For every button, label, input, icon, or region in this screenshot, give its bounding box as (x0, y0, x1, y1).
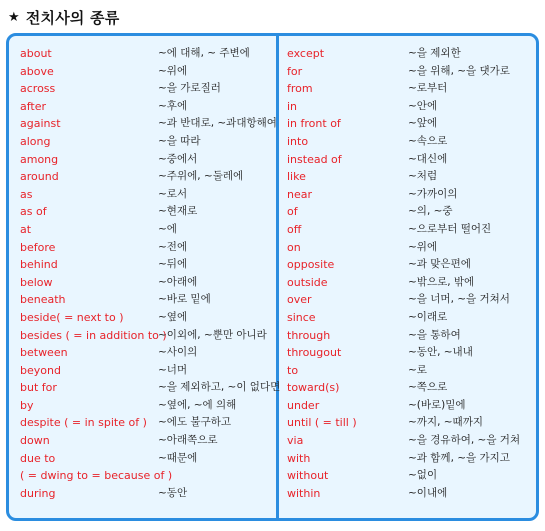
preposition-korean: ~으로부터 떨어진 (408, 222, 492, 235)
preposition-english: to (287, 363, 299, 377)
preposition-english: down (20, 434, 50, 448)
table-row (20, 450, 270, 468)
table-row (20, 432, 270, 450)
preposition-english: in front of (287, 117, 341, 131)
table-row (20, 239, 270, 257)
preposition-english: after (20, 99, 47, 113)
preposition-english: under (287, 398, 320, 412)
table-row (287, 309, 531, 327)
table-row (287, 432, 531, 450)
table-row (20, 467, 270, 485)
table-row (287, 256, 531, 274)
preposition-korean: ~로서 (158, 187, 188, 200)
preposition-english: near (287, 187, 313, 201)
preposition-korean: ~이내에 (408, 486, 448, 499)
preposition-english: via (287, 434, 304, 448)
preposition-korean: ~위에 (408, 240, 438, 253)
preposition-korean: ~주위에, ~둘레에 (158, 170, 244, 183)
table-row (20, 80, 270, 98)
table-row (287, 467, 531, 485)
table-row (287, 485, 531, 503)
table-row (287, 362, 531, 380)
preposition-korean: ~에도 불구하고 (158, 416, 231, 429)
table-row (20, 63, 270, 81)
preposition-english: beside( = next to ) (20, 310, 124, 324)
preposition-english: as (20, 187, 33, 201)
table-row (287, 63, 531, 81)
preposition-korean: ~앞에 (408, 117, 438, 130)
preposition-korean: ~없이 (408, 469, 438, 482)
preposition-english: despite ( = in spite of ) (20, 416, 147, 430)
preposition-english: ( = dwing to = because of ) (20, 469, 173, 483)
preposition-english: at (20, 222, 32, 236)
preposition-english: for (287, 64, 303, 78)
preposition-korean: ~을 너머, ~을 거쳐서 (408, 293, 510, 306)
preposition-korean: ~너머 (158, 363, 188, 376)
table-row (287, 397, 531, 415)
preposition-english: over (287, 293, 312, 307)
preposition-korean: ~을 통하여 (408, 328, 461, 341)
preposition-korean: ~과 함께, ~을 가지고 (408, 451, 510, 464)
preposition-korean: ~쪽으로 (408, 381, 448, 394)
preposition-english: about (20, 47, 52, 60)
preposition-english: besides ( = in addition to ) (20, 328, 167, 342)
table-row (287, 414, 531, 432)
preposition-english: of (287, 205, 298, 219)
preposition-english: as of (20, 205, 47, 219)
preposition-english: outside (287, 275, 328, 289)
preposition-english: but for (20, 381, 57, 395)
preposition-korean: ~사이의 (158, 346, 198, 359)
preposition-table (6, 33, 539, 521)
table-row (20, 98, 270, 116)
preposition-korean: ~옆에, ~에 의해 (158, 398, 237, 411)
preposition-english: opposite (287, 258, 335, 272)
table-row (20, 309, 270, 327)
table-row (287, 239, 531, 257)
table-row (20, 203, 270, 221)
preposition-korean: ~과 맞은편에 (408, 258, 471, 271)
table-row (20, 274, 270, 292)
table-row (20, 115, 277, 133)
table-row (287, 344, 531, 362)
preposition-korean: ~이외에, ~뿐만 아니라 (158, 328, 267, 341)
table-row (20, 291, 270, 309)
preposition-korean: ~을 따라 (158, 134, 201, 147)
preposition-english: with (287, 451, 311, 465)
table-row (20, 45, 270, 63)
preposition-korean: ~대신에 (408, 152, 448, 165)
preposition-korean: ~동안 (158, 486, 188, 499)
table-row (20, 133, 270, 151)
preposition-korean: ~을 경유하여, ~을 거쳐 (408, 434, 521, 447)
preposition-english: across (20, 82, 56, 96)
table-row (287, 45, 531, 63)
right-column (287, 45, 531, 502)
preposition-korean: ~로 (408, 363, 427, 376)
table-row (287, 274, 531, 292)
preposition-english: until ( = till ) (287, 416, 357, 430)
preposition-english: toward(s) (287, 381, 340, 395)
table-row (287, 168, 531, 186)
preposition-english: behind (20, 258, 58, 272)
preposition-korean: ~을 제외한 (408, 47, 461, 59)
preposition-korean: ~속으로 (408, 134, 448, 147)
preposition-korean: ~이래로 (408, 310, 448, 323)
preposition-korean: ~에 대해, ~ 주변에 (158, 47, 250, 59)
preposition-english: between (20, 346, 68, 360)
preposition-korean: ~전에 (158, 240, 188, 253)
preposition-english: below (20, 275, 53, 289)
preposition-english: along (20, 134, 51, 148)
table-row (20, 151, 270, 169)
preposition-korean: ~위에 (158, 64, 188, 77)
preposition-english: into (287, 134, 309, 148)
preposition-korean: ~현재로 (158, 205, 198, 218)
preposition-english: among (20, 152, 59, 166)
preposition-korean: ~을 위해, ~을 댓가로 (408, 64, 510, 77)
preposition-english: in (287, 99, 298, 113)
table-row (20, 221, 270, 239)
preposition-english: since (287, 310, 316, 324)
table-row (20, 379, 281, 397)
preposition-korean: ~뒤에 (158, 258, 188, 271)
preposition-korean: ~옆에 (158, 310, 188, 323)
page-title (8, 6, 119, 28)
table-row (287, 133, 531, 151)
preposition-korean: ~중에서 (158, 152, 198, 165)
table-row (20, 186, 270, 204)
preposition-english: through (287, 328, 331, 342)
preposition-english: instead of (287, 152, 342, 166)
left-column (20, 45, 281, 502)
preposition-korean: ~바로 밑에 (158, 293, 211, 306)
preposition-english: off (287, 222, 302, 236)
table-row (20, 485, 270, 503)
preposition-english: from (287, 82, 313, 96)
preposition-english: beneath (20, 293, 66, 307)
preposition-korean: ~안에 (408, 99, 438, 112)
preposition-korean: ~아래쪽으로 (158, 434, 218, 447)
preposition-english: beyond (20, 363, 61, 377)
table-row (287, 151, 531, 169)
preposition-korean: ~가까이의 (408, 187, 458, 200)
preposition-english: during (20, 486, 56, 500)
star-icon: ★ (8, 9, 20, 25)
preposition-korean: ~로부터 (408, 82, 448, 95)
preposition-english: by (20, 398, 34, 412)
column-divider (276, 36, 279, 518)
table-row (287, 379, 531, 397)
preposition-korean: ~(바로)밑에 (408, 398, 466, 411)
table-row (287, 186, 531, 204)
table-row (20, 362, 270, 380)
preposition-korean: ~을 제외하고, ~이 없다면 (158, 381, 281, 394)
table-row (20, 414, 270, 432)
table-row (287, 80, 531, 98)
preposition-english: like (287, 170, 306, 184)
table-row (20, 168, 270, 186)
preposition-korean: ~때문에 (158, 451, 198, 464)
preposition-korean: ~동안, ~내내 (408, 346, 473, 359)
preposition-korean: ~까지, ~때까지 (408, 416, 483, 429)
preposition-english: before (20, 240, 56, 254)
preposition-english: without (287, 469, 329, 483)
table-row (20, 397, 270, 415)
preposition-korean: ~처럼 (408, 170, 438, 183)
table-row (20, 327, 270, 345)
preposition-korean: ~후에 (158, 99, 188, 112)
preposition-korean: ~아래에 (158, 275, 198, 288)
preposition-english: around (20, 170, 59, 184)
preposition-english: above (20, 64, 54, 78)
table-row (287, 450, 531, 468)
preposition-korean: ~밖으로, 밖에 (408, 275, 475, 288)
table-row (20, 256, 270, 274)
table-row (287, 98, 531, 116)
table-row (287, 203, 531, 221)
preposition-korean: ~의, ~중 (408, 205, 453, 218)
table-row (287, 221, 531, 239)
preposition-english: except (287, 47, 325, 60)
table-row (287, 291, 531, 309)
table-row (20, 344, 270, 362)
preposition-english: due to (20, 451, 56, 465)
preposition-korean: ~을 가로질러 (158, 82, 221, 95)
preposition-english: on (287, 240, 301, 254)
title-text: 전치사의 종류 (25, 8, 120, 27)
table-row (287, 115, 531, 133)
preposition-english: within (287, 486, 321, 500)
preposition-english: througout (287, 346, 342, 360)
preposition-english: against (20, 117, 61, 131)
table-row (287, 327, 531, 345)
preposition-korean: ~과 반대로, ~과대항해여 (158, 117, 277, 130)
preposition-korean: ~에 (158, 222, 177, 235)
